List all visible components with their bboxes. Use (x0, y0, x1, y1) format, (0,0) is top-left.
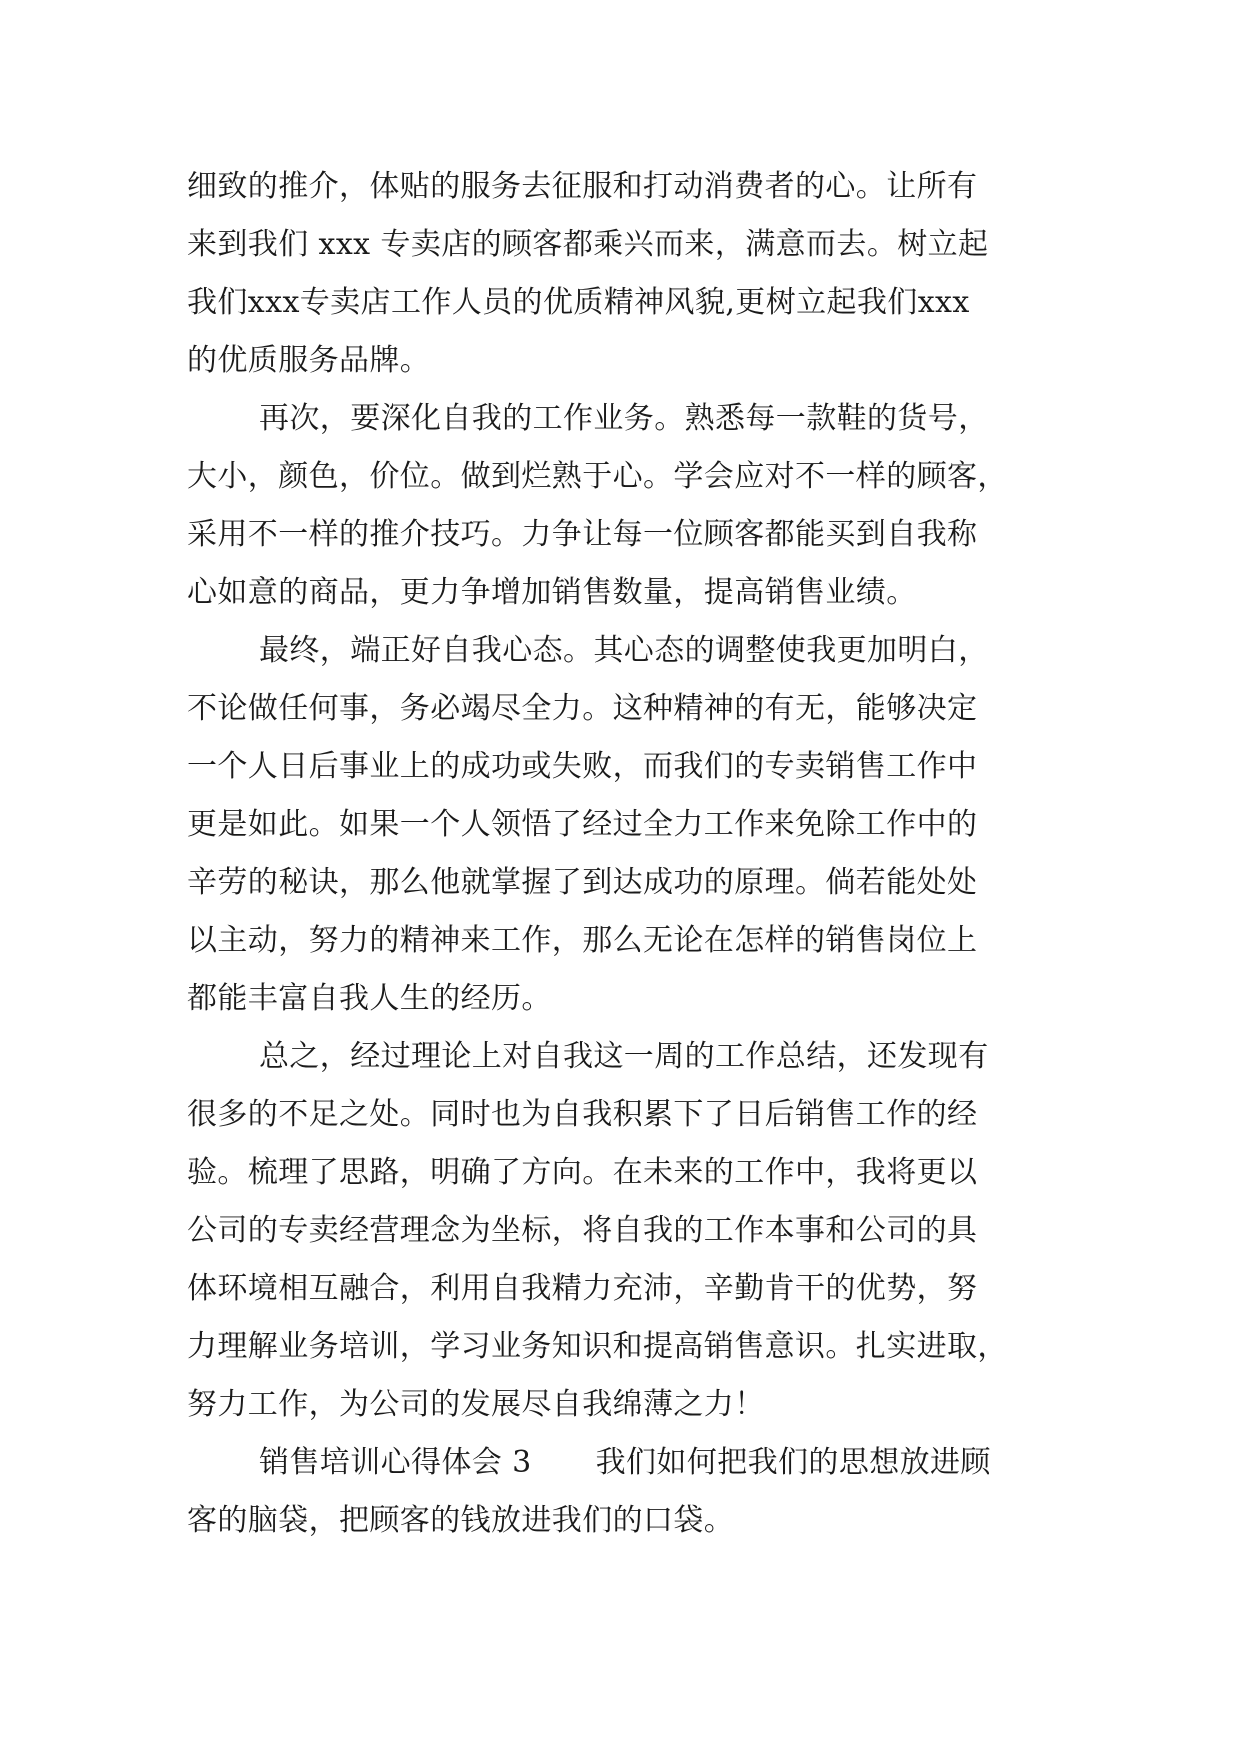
text-line: 心如意的商品，更力争增加销售数量，提高销售业绩。 (187, 575, 917, 610)
text-line: 很多的不足之处。同时也为自我积累下了日后销售工作的经 (187, 1097, 978, 1132)
paragraph (187, 1028, 1057, 1434)
text-line: 的优质服务品牌。 (187, 343, 431, 378)
text-line: 总之，经过理论上对自我这一周的工作总结，还发现有 (259, 1039, 989, 1074)
paragraph (187, 158, 1057, 390)
text-line: 公司的专卖经营理念为坐标，将自我的工作本事和公司的具 (187, 1213, 978, 1248)
section-heading (187, 1434, 1057, 1550)
text-line: 都能丰富自我人生的经历。 (187, 981, 552, 1016)
heading-lead-text: 我们如何把我们的思想放进顾 (595, 1445, 991, 1480)
text-line: 最终，端正好自我心态。其心态的调整使我更加明白， (259, 633, 989, 668)
text-line: 细致的推介，体贴的服务去征服和打动消费者的心。让所有 (187, 169, 978, 204)
heading-line (187, 1434, 1057, 1492)
heading-title: 销售培训心得体会 3 (259, 1445, 532, 1480)
text-line: 力理解业务培训，学习业务知识和提高销售意识。扎实进取， (187, 1329, 1008, 1364)
text-line: 采用不一样的推介技巧。力争让每一位顾客都能买到自我称 (187, 517, 978, 552)
document-body (187, 158, 1057, 1550)
text-line: 一个人日后事业上的成功或失败，而我们的专卖销售工作中 (187, 749, 978, 784)
paragraph (187, 390, 1057, 622)
text-line: 辛劳的秘诀，那么他就掌握了到达成功的原理。倘若能处处 (187, 865, 978, 900)
text-line: 我们xxx专卖店工作人员的优质精神风貌,更树立起我们xxx (187, 285, 970, 320)
text-line: 来到我们 xxx 专卖店的顾客都乘兴而来，满意而去。树立起 (187, 227, 989, 262)
text-line: 努力工作，为公司的发展尽自我绵薄之力！ (187, 1387, 765, 1422)
text-line: 更是如此。如果一个人领悟了经过全力工作来免除工作中的 (187, 807, 978, 842)
text-line: 验。梳理了思路，明确了方向。在未来的工作中，我将更以 (187, 1155, 978, 1190)
text-line: 体环境相互融合，利用自我精力充沛，辛勤肯干的优势，努 (187, 1271, 978, 1306)
paragraph (187, 622, 1057, 1028)
text-line: 不论做任何事，务必竭尽全力。这种精神的有无，能够决定 (187, 691, 978, 726)
text-line: 客的脑袋，把顾客的钱放进我们的口袋。 (187, 1503, 735, 1538)
text-line: 以主动，努力的精神来工作，那么无论在怎样的销售岗位上 (187, 923, 978, 958)
text-line: 大小，颜色，价位。做到烂熟于心。学会应对不一样的顾客， (187, 459, 1008, 494)
text-line: 再次，要深化自我的工作业务。熟悉每一款鞋的货号， (259, 401, 989, 436)
